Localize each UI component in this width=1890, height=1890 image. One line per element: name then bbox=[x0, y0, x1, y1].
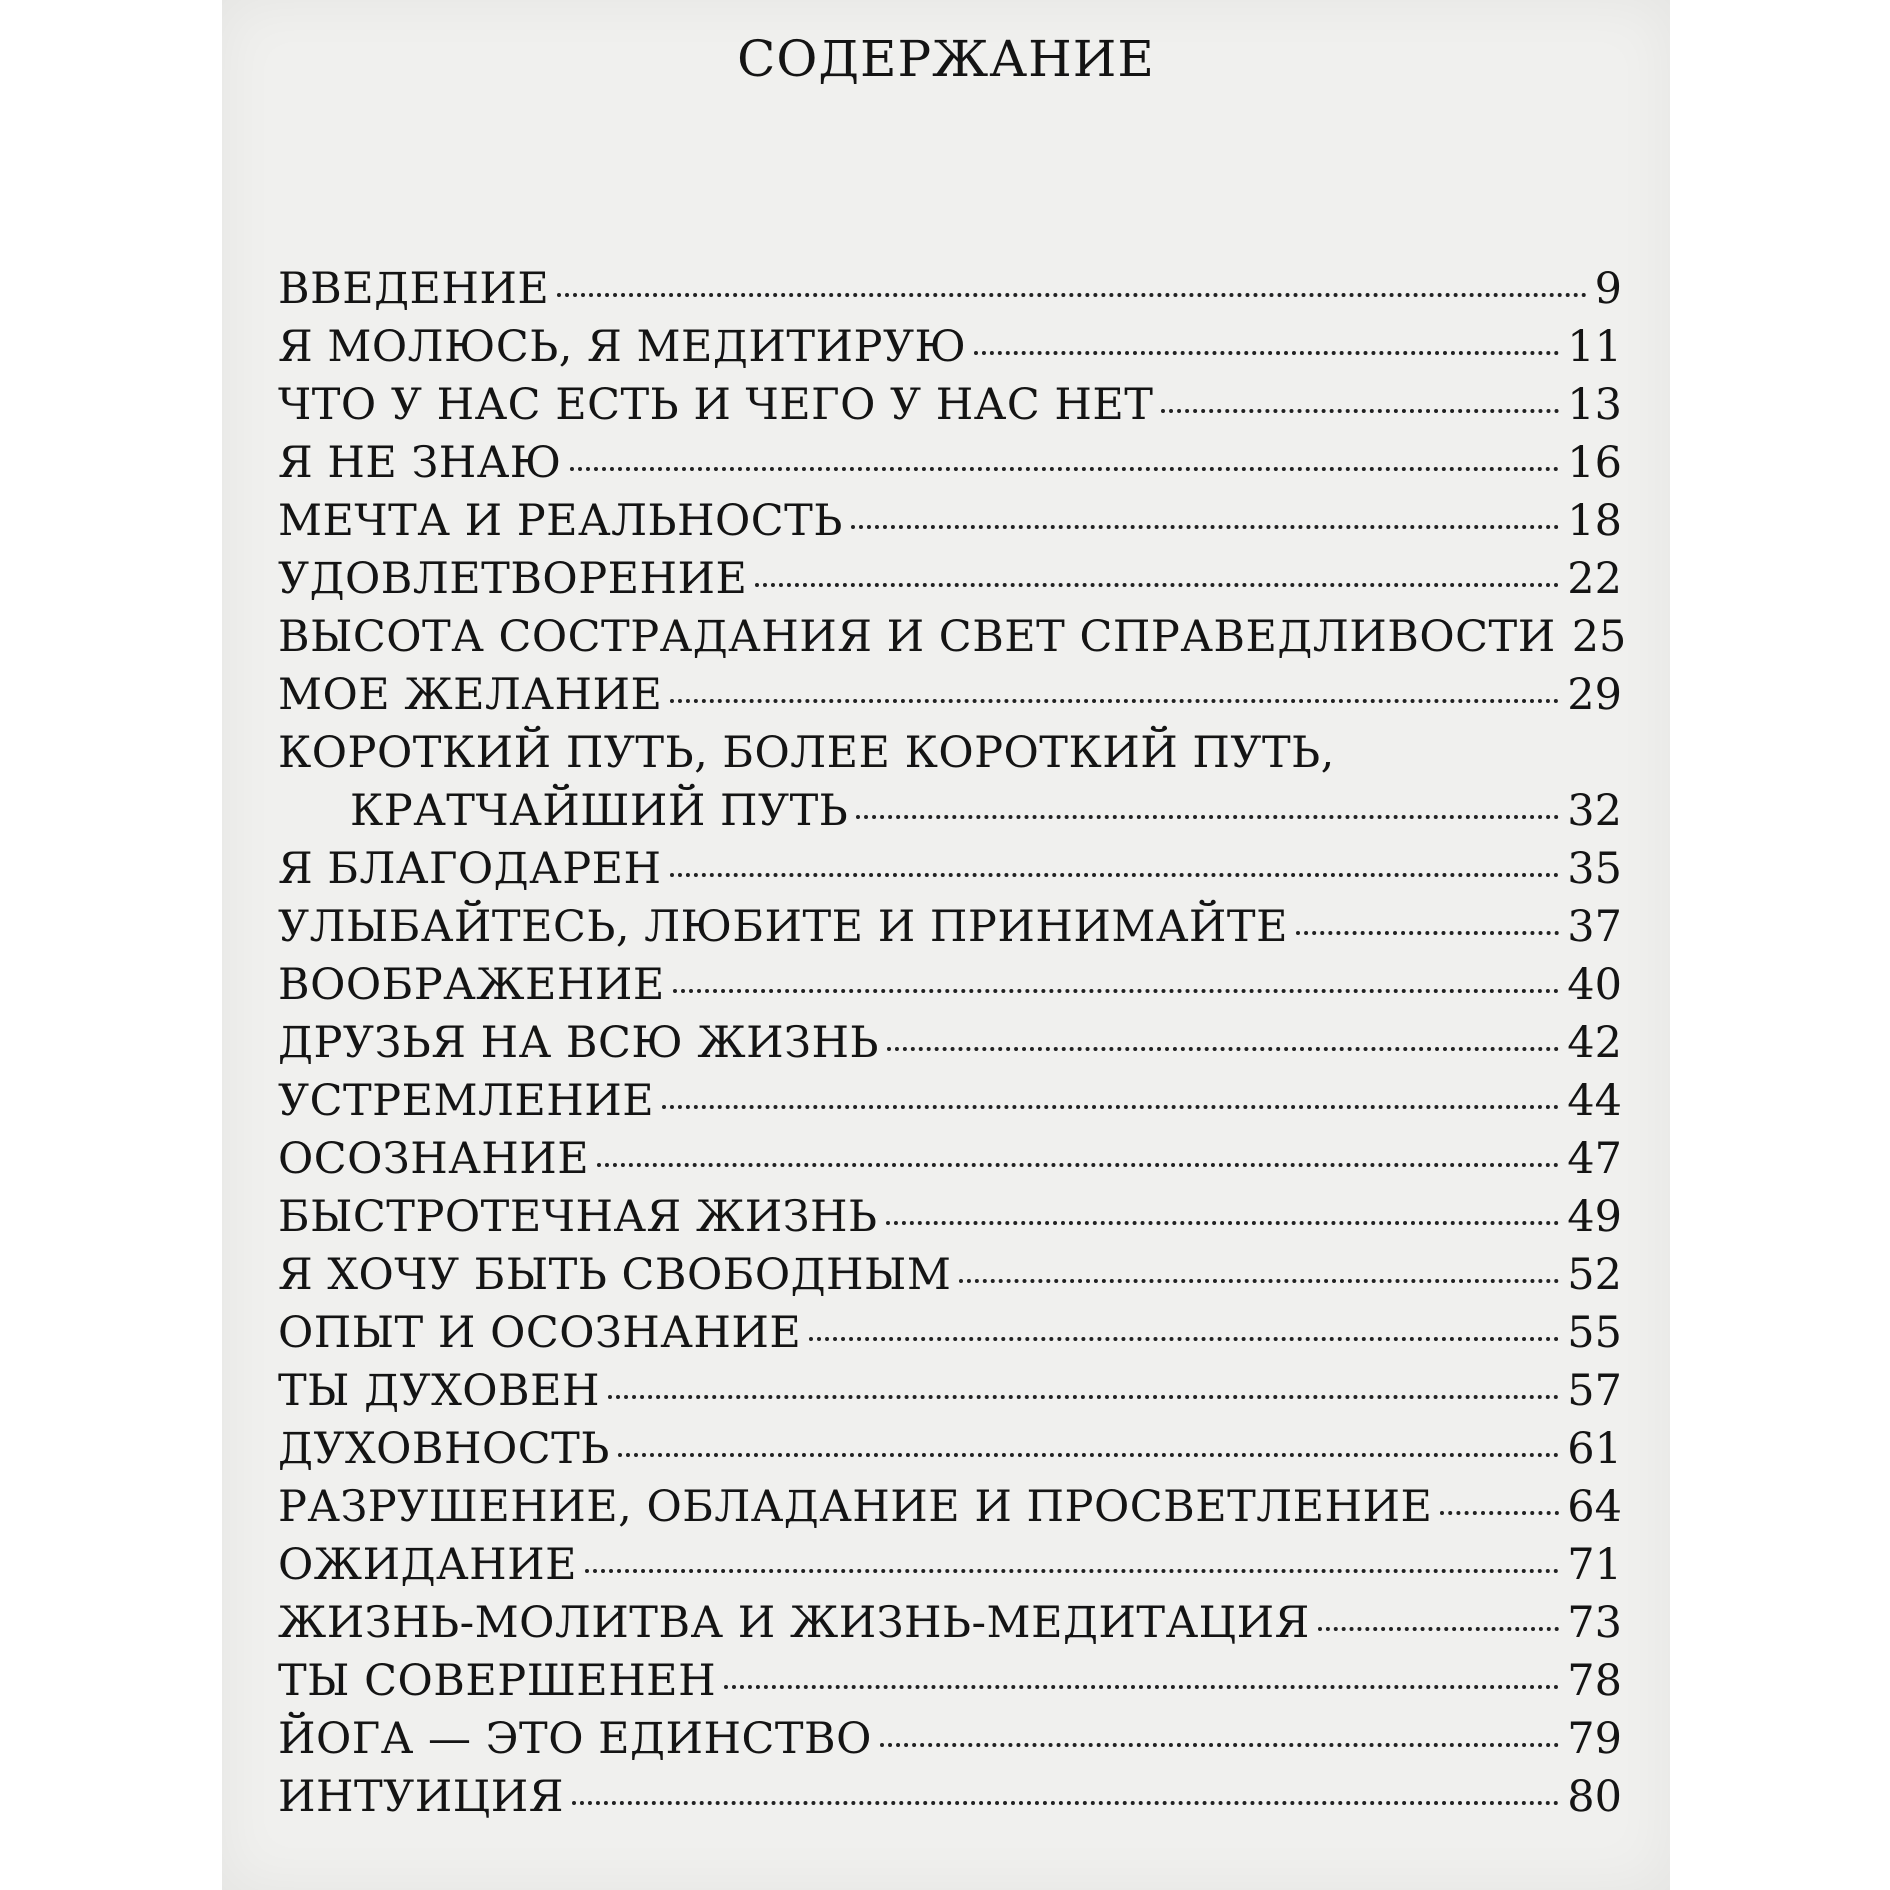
toc-page-number: 40 bbox=[1567, 960, 1622, 1010]
dot-leader bbox=[755, 583, 1559, 587]
toc-page-number: 80 bbox=[1567, 1772, 1622, 1822]
toc-page-number: 44 bbox=[1567, 1076, 1622, 1126]
dot-leader bbox=[585, 1569, 1559, 1573]
book-page bbox=[222, 0, 1670, 1890]
table-of-contents bbox=[278, 260, 1627, 1826]
toc-entry bbox=[278, 434, 1622, 492]
toc-entry-title: ЙОГА — ЭТО ЕДИНСТВО bbox=[278, 1714, 872, 1764]
dot-leader bbox=[597, 1163, 1559, 1167]
toc-page-number: 35 bbox=[1567, 844, 1622, 894]
toc-entry bbox=[278, 1594, 1622, 1652]
toc-entry-title: УДОВЛЕТВОРЕНИЕ bbox=[278, 554, 748, 604]
dot-leader bbox=[974, 351, 1559, 355]
toc-page-number: 29 bbox=[1567, 670, 1622, 720]
toc-page-number: 42 bbox=[1567, 1018, 1622, 1068]
dot-leader bbox=[618, 1453, 1559, 1457]
toc-entry bbox=[278, 1246, 1622, 1304]
toc-entry-title: ОСОЗНАНИЕ bbox=[278, 1134, 590, 1184]
toc-entry-title: УСТРЕМЛЕНИЕ bbox=[278, 1076, 655, 1126]
toc-entry bbox=[278, 260, 1622, 318]
toc-page-number: 18 bbox=[1567, 496, 1622, 546]
dot-leader bbox=[886, 1221, 1560, 1225]
toc-entry-title: УЛЫБАЙТЕСЬ, ЛЮБИТЕ И ПРИНИМАЙТЕ bbox=[278, 902, 1289, 952]
toc-entry bbox=[278, 1014, 1622, 1072]
dot-leader bbox=[670, 699, 1559, 703]
toc-entry bbox=[278, 376, 1622, 434]
toc-entry-title: МОЕ ЖЕЛАНИЕ bbox=[278, 670, 663, 720]
dot-leader bbox=[1440, 1511, 1559, 1515]
toc-entry-title: ВЫСОТА СОСТРАДАНИЯ И СВЕТ СПРАВЕДЛИВОСТИ bbox=[278, 612, 1556, 662]
toc-page-number: 52 bbox=[1567, 1250, 1622, 1300]
toc-page-number: 16 bbox=[1567, 438, 1622, 488]
dot-leader bbox=[557, 293, 1586, 297]
toc-page-number: 78 bbox=[1567, 1656, 1622, 1706]
toc-entry bbox=[278, 956, 1622, 1014]
toc-entry bbox=[278, 1188, 1622, 1246]
toc-entry-title: ИНТУИЦИЯ bbox=[278, 1772, 564, 1822]
toc-page-number: 79 bbox=[1567, 1714, 1622, 1764]
toc-entry bbox=[278, 1304, 1622, 1362]
toc-entry-title: ВВЕДЕНИЕ bbox=[278, 264, 550, 314]
toc-entry-title: Я НЕ ЗНАЮ bbox=[278, 438, 562, 488]
toc-entry bbox=[278, 1478, 1622, 1536]
toc-page-number: 73 bbox=[1567, 1598, 1622, 1648]
dot-leader bbox=[1296, 931, 1559, 935]
toc-entry-title: КОРОТКИЙ ПУТЬ, БОЛЕЕ КОРОТКИЙ ПУТЬ, bbox=[278, 728, 1335, 778]
dot-leader bbox=[608, 1395, 1559, 1399]
toc-entry bbox=[278, 1768, 1622, 1826]
toc-entry bbox=[278, 318, 1622, 376]
toc-entry-title: Я ХОЧУ БЫТЬ СВОБОДНЫМ bbox=[278, 1250, 952, 1300]
dot-leader bbox=[880, 1743, 1559, 1747]
dot-leader bbox=[670, 873, 1560, 877]
toc-entry bbox=[278, 1130, 1622, 1188]
dot-leader bbox=[1161, 409, 1559, 413]
toc-entry-title: ОПЫТ И ОСОЗНАНИЕ bbox=[278, 1308, 802, 1358]
dot-leader bbox=[959, 1279, 1559, 1283]
toc-entry-title: КРАТЧАЙШИЙ ПУТЬ bbox=[350, 786, 849, 836]
dot-leader bbox=[572, 1801, 1559, 1805]
toc-entry bbox=[278, 608, 1627, 666]
toc-entry-title: МЕЧТА И РЕАЛЬНОСТЬ bbox=[278, 496, 843, 546]
toc-page-number: 64 bbox=[1567, 1482, 1622, 1532]
toc-page-number: 25 bbox=[1571, 612, 1627, 662]
toc-entry bbox=[278, 1362, 1622, 1420]
toc-page-number: 61 bbox=[1567, 1424, 1622, 1474]
toc-entry-title: БЫСТРОТЕЧНАЯ ЖИЗНЬ bbox=[278, 1192, 878, 1242]
dot-leader bbox=[809, 1337, 1559, 1341]
toc-entry-title: ЖИЗНЬ-МОЛИТВА И ЖИЗНЬ-МЕДИТАЦИЯ bbox=[278, 1598, 1310, 1648]
toc-entry-title: ТЫ ДУХОВЕН bbox=[278, 1366, 601, 1416]
toc-entry bbox=[278, 1536, 1622, 1594]
toc-page-number: 47 bbox=[1567, 1134, 1622, 1184]
toc-entry-title: Я МОЛЮСЬ, Я МЕДИТИРУЮ bbox=[278, 322, 967, 372]
toc-entry-title: ТЫ СОВЕРШЕНЕН bbox=[278, 1656, 717, 1706]
toc-entry-continuation bbox=[278, 782, 1622, 840]
dot-leader bbox=[662, 1105, 1559, 1109]
toc-entry bbox=[278, 840, 1622, 898]
toc-entry-title: ДУХОВНОСТЬ bbox=[278, 1424, 610, 1474]
dot-leader bbox=[570, 467, 1560, 471]
dot-leader bbox=[673, 989, 1559, 993]
toc-entry-title: РАЗРУШЕНИЕ, ОБЛАДАНИЕ И ПРОСВЕТЛЕНИЕ bbox=[278, 1482, 1433, 1532]
toc-entry bbox=[278, 1652, 1622, 1710]
toc-page-number: 71 bbox=[1567, 1540, 1622, 1590]
toc-entry bbox=[278, 550, 1622, 608]
toc-entry-title: ВООБРАЖЕНИЕ bbox=[278, 960, 665, 1010]
toc-page-number: 9 bbox=[1594, 264, 1622, 314]
toc-entry bbox=[278, 492, 1622, 550]
toc-page-number: 55 bbox=[1567, 1308, 1622, 1358]
toc-entry-title: ЧТО У НАС ЕСТЬ И ЧЕГО У НАС НЕТ bbox=[278, 380, 1154, 430]
dot-leader bbox=[851, 525, 1559, 529]
toc-page-number: 49 bbox=[1567, 1192, 1622, 1242]
toc-entry bbox=[278, 1710, 1622, 1768]
toc-page-number: 37 bbox=[1567, 902, 1622, 952]
toc-entry-title: ОЖИДАНИЕ bbox=[278, 1540, 577, 1590]
dot-leader bbox=[1318, 1627, 1559, 1631]
toc-page-number: 11 bbox=[1567, 322, 1622, 372]
toc-entry-title: Я БЛАГОДАРЕН bbox=[278, 844, 662, 894]
dot-leader bbox=[724, 1685, 1559, 1689]
toc-entry bbox=[278, 724, 1622, 782]
toc-entry-title: ДРУЗЬЯ НА ВСЮ ЖИЗНЬ bbox=[278, 1018, 879, 1068]
toc-page-number: 32 bbox=[1567, 786, 1622, 836]
toc-entry bbox=[278, 666, 1622, 724]
toc-page-number: 22 bbox=[1567, 554, 1622, 604]
toc-entry bbox=[278, 898, 1622, 956]
dot-leader bbox=[856, 815, 1559, 819]
dot-leader bbox=[887, 1047, 1559, 1051]
toc-page-number: 57 bbox=[1567, 1366, 1622, 1416]
toc-entry bbox=[278, 1072, 1622, 1130]
toc-page-number: 13 bbox=[1567, 380, 1622, 430]
page-title: СОДЕРЖАНИЕ bbox=[737, 30, 1155, 88]
toc-entry bbox=[278, 1420, 1622, 1478]
